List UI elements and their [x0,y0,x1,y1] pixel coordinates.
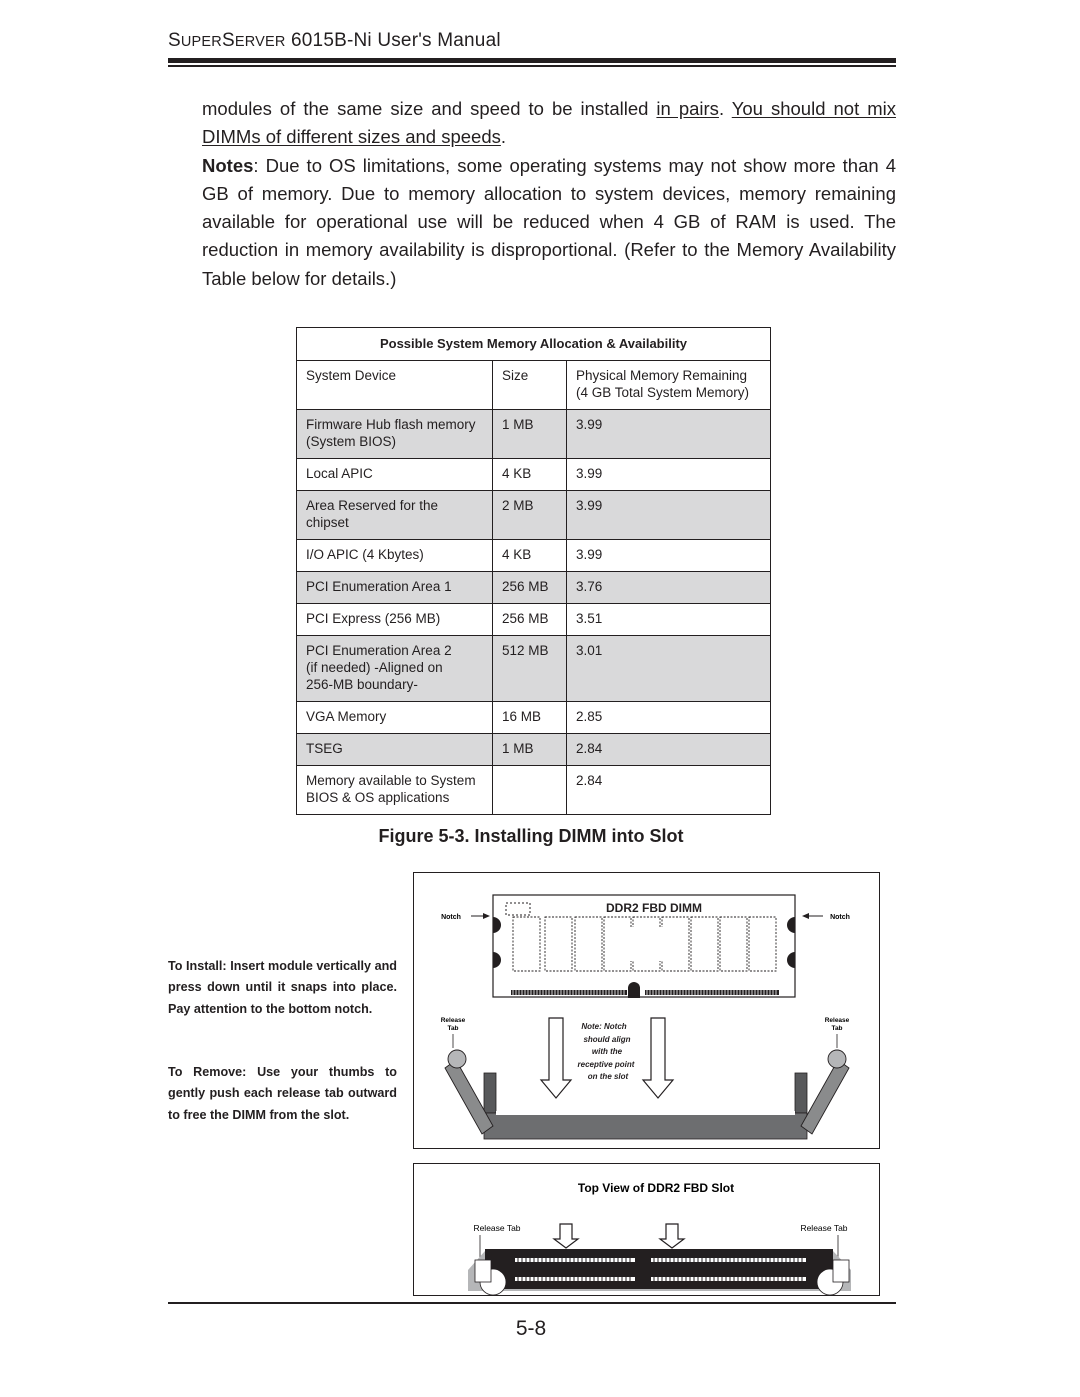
top-view-illustration [413,1163,881,1297]
intro-paragraph: modules of the same size and speed to be installed in pairs. You should not mix DIMMs of different sizes and speeds. Notes: Due to OS limitations, some operating systems may not show more than 4 GB of memory. Due to memory allocation to system devices, memory remaining available for operational use will be reduced when 4 GB of RAM is used. The reduction in memory availability is disproportional. (Refer to the Memory Availability Table below for details.) [202,95,896,293]
page-number: 5-8 [515,1317,547,1340]
table-row: VGA Memory 16 MB 2.85 [297,702,771,734]
svg-text:with the: with the [591,1047,623,1056]
top-release-tab-right-shape [833,1260,849,1282]
svg-text:receptive point: receptive point [577,1060,635,1069]
svg-text:on the slot: on the slot [587,1072,629,1081]
table-row: Firmware Hub flash memory (System BIOS) 1 MB 3.99 [297,410,771,459]
release-tab-label-left: Release [440,1017,466,1024]
svg-text:Note: Notch: Note: Notch [581,1022,627,1031]
table-header-row [297,361,771,410]
table-row: I/O APIC (4 Kbytes) 4 KB 3.99 [297,540,771,572]
top-release-tab-right: Release Tab [800,1223,848,1233]
table-row: Area Reserved for the chipset 2 MB 3.99 [297,491,771,540]
svg-text:should align: should align [583,1035,631,1044]
table-caption: Possible System Memory Allocation & Availability [297,328,771,361]
top-view-slot [468,1249,851,1295]
table-row: TSEG 1 MB 2.84 [297,734,771,766]
top-release-tab-left: Release Tab [473,1223,521,1233]
notes-paragraph: Notes: Due to OS limitations, some operating systems may not show more than 4 GB of memory. Due to memory allocation to system devices, memory remaining available for operational use will be reduced when 4 GB of RAM is used. The reduction in memory availability is disproportional. (Refer to the Memory Availability Table below for details.) [202,154,896,289]
table-row: PCI Express (256 MB) 256 MB 3.51 [297,604,771,636]
footer-rule [168,1302,896,1304]
svg-text:Tab: Tab [831,1025,843,1032]
release-tab-label-right: Release [824,1017,850,1024]
dimm-label: DDR2 FBD DIMM [606,901,702,915]
header-size: Size [493,361,567,410]
svg-text:Tab: Tab [447,1025,459,1032]
notch-label-left: Notch [441,914,461,921]
header-rule-thick [168,58,896,63]
remove-instructions: To Remove: Use your thumbs to gently push each release tab outward to free the DIMM from the slot. [168,1065,397,1122]
header-remaining: Physical Memory Remaining (4 GB Total System Memory) [567,361,771,410]
table-row: Local APIC 4 KB 3.99 [297,459,771,491]
notch-label-right: Notch [830,914,850,921]
top-view-title: Top View of DDR2 FBD Slot [577,1181,735,1195]
install-instructions: To Install: Insert module vertically and press down until it snaps into place. Pay attention to the bottom notch. [168,959,397,1016]
memory-availability-table [296,327,771,815]
top-release-tab-left-shape [475,1260,491,1282]
header-device: System Device [297,361,493,410]
table-row: PCI Enumeration Area 1 256 MB 3.76 [297,572,771,604]
dimm-install-illustration [413,872,881,1150]
running-header: SUPERSERVER 6015B-Ni User's Manual [168,30,501,51]
figure-caption: Figure 5-3. Installing DIMM into Slot [378,826,684,846]
table-row: Memory available to System BIOS & OS applications 2.84 [297,766,771,815]
table-row: PCI Enumeration Area 2 (if needed) -Aligned on 256-MB boundary- 512 MB 3.01 [297,636,771,702]
header-rule-thin [168,65,896,67]
